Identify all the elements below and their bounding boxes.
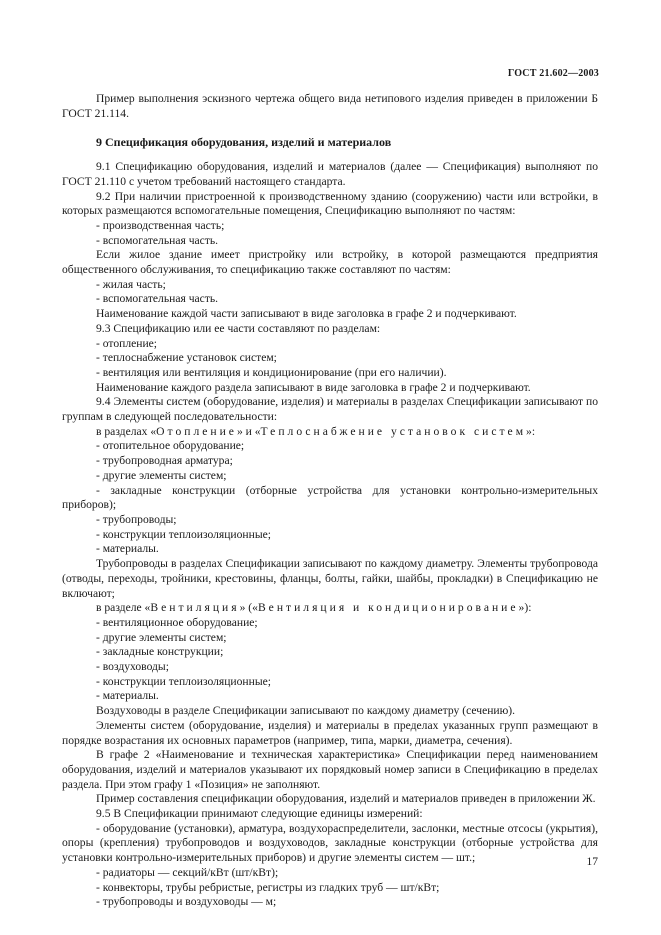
list-item: - трубопроводы и воздуховоды — м; [96, 895, 277, 909]
list-item: - другие элементы систем; [96, 468, 227, 482]
example-paragraph: Пример составления спецификации оборудования, изделий и материалов приведен в приложении Ж. [96, 792, 596, 806]
page-number: 17 [586, 856, 598, 868]
section-name-ventilation: Вентиляция [150, 601, 240, 615]
list-item: - производственная часть; [96, 218, 225, 232]
list-item: - радиаторы — секций/кВт (шт/кВт); [96, 865, 279, 879]
section-name-heat-supply: Теплоснабжение установок систем [260, 424, 527, 438]
list-item: - жилая часть; [96, 277, 166, 291]
section-name-ventilation-ac: Вентиляция и кондиционирование [257, 601, 519, 615]
list-item: - вентиляция или вентиляция и кондиционирование (при его наличии). [96, 365, 447, 379]
section-name-heating: Отопление [156, 424, 237, 438]
list-item: - конструкции теплоизоляционные; [96, 527, 271, 541]
document-code-header: ГОСТ 21.602—2003 [507, 68, 599, 79]
order-paragraph: Элементы систем (оборудование, изделия) и материалы в пределах указанных групп размещают в порядке возрастания их основных параметров (например, типа, марки, диаметра, сечения). [62, 718, 598, 747]
list-item: - отопительное оборудование; [96, 439, 245, 453]
column-2-paragraph: В графе 2 «Наименование и техническая характеристика» Спецификации перед наименованием оборудования, изделий и материалов указывают их порядковый номер записи в Спецификацию в пределах раздела. При этом графу 1 «Позиция» не заполняют. [62, 748, 598, 791]
text-fragment: » (« [239, 601, 258, 615]
list-item: - трубопроводная арматура; [96, 454, 233, 468]
list-item: - трубопроводы; [96, 512, 177, 526]
heating-section-intro [62, 425, 598, 440]
section-title: 9 Спецификация оборудования, изделий и материалов [96, 135, 392, 150]
list-item: - конструкции теплоизоляционные; [96, 674, 271, 688]
text-fragment: »: [526, 424, 536, 438]
list-item: - материалы. [96, 542, 159, 556]
list-item: - теплоснабжение установок систем; [96, 351, 277, 365]
paragraph-9-3: 9.3 Спецификацию или ее части составляют по разделам: [96, 321, 381, 335]
paragraph-9-4: 9.4 Элементы систем (оборудование, изделия) и материалы в разделах Спецификации записывают по группам в следующей последовательности: [62, 395, 598, 424]
list-item: - закладные конструкции; [96, 645, 224, 659]
ducts-paragraph: Воздуховоды в разделе Спецификации записывают по каждому диаметру (сечению). [96, 704, 516, 718]
text-fragment: »): [518, 601, 532, 615]
paragraph-9-1: 9.1 Спецификацию оборудования, изделий и материалов (далее — Спецификация) выполняют по ГОСТ 21.110 с учетом требований настоящего стандарта. [62, 160, 598, 188]
list-item: - другие элементы систем; [96, 630, 227, 644]
text-fragment: в разделах « [96, 424, 157, 438]
list-item: - вспомогательная часть. [96, 233, 219, 247]
list-item: - вентиляционное оборудование; [96, 615, 258, 629]
list-item: - оборудование (установки), арматура, воздухораспределители, заслонки, местные отсосы (укрытия), опоры (крепления) трубопроводов и воздуховодов, закладные конструкции (отборные устройства для установки контрольно-измерительных приборов) и другие элементы систем — шт.; [62, 821, 598, 865]
intro-paragraph: Пример выполнения эскизного чертежа общего вида нетипового изделия приведен в приложении Б ГОСТ 21.114. [62, 92, 598, 120]
paragraph-9-3-name: Наименование каждого раздела записывают в виде заголовка в графе 2 и подчеркивают. [96, 380, 531, 394]
ventilation-section-intro [62, 601, 598, 616]
text-fragment: в разделе « [96, 601, 151, 615]
text-fragment: » и « [236, 424, 261, 438]
paragraph-9-2-name: Наименование каждой части записывают в виде заголовка в графе 2 и подчеркивают. [96, 307, 517, 321]
list-item: - материалы. [96, 689, 159, 703]
pipes-paragraph: Трубопроводы в разделах Спецификации записывают по каждому диаметру. Элементы трубопровода (отводы, переходы, тройники, крестовины, фланцы, болты, гайки, шайбы, прокладки) в Спецификацию не включают; [62, 557, 598, 600]
document-body [62, 92, 598, 910]
list-item: - воздуховоды; [96, 660, 169, 674]
list-item: - закладные конструкции (отборные устройства для установки контрольно-измерительных приборов); [62, 483, 598, 512]
paragraph-9-2-living: Если жилое здание имеет пристройку или встройку, в которой размещаются предприятия общественного обслуживания, то спецификацию также составляют по частям: [62, 248, 598, 277]
list-item: - отопление; [96, 336, 158, 350]
paragraph-9-2: 9.2 При наличии пристроенной к производственному зданию (сооружению) части или встройки, в которых размещаются вспомогательные помещения, Спецификацию выполняют по частям: [62, 189, 598, 218]
paragraph-9-5: 9.5 В Спецификации принимают следующие единицы измерений: [96, 807, 423, 821]
list-item: - вспомогательная часть. [96, 292, 219, 306]
list-item: - конвекторы, трубы ребристые, регистры из гладких труб — шт/кВт; [96, 880, 440, 894]
